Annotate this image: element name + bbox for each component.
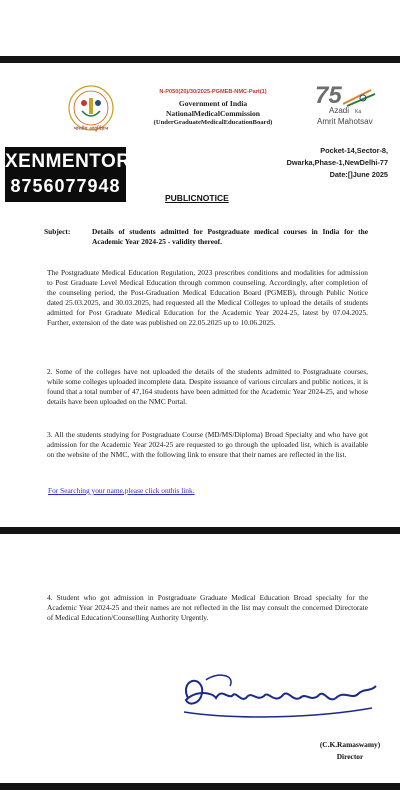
address-line-2: Dwarka,Phase-1,NewDelhi-77 xyxy=(286,158,388,167)
director-signature xyxy=(176,668,386,732)
notice-title: PUBLICNOTICE xyxy=(165,193,229,203)
promo-phone: 8756077948 xyxy=(10,176,121,196)
paragraph-1: The Postgraduate Medical Education Regulation, 2023 prescribes conditions and modalities for admission to Post Graduate Level Medical Education through common counseling. Accordingly, after completion of the counseling period, the Post-Graduation Medical Education Board (PGMEB), through Public Notice dated 25.03.2025, and 30.03.2025, had requested all the Medical Colleges to upload the details of students admitted for Post Graduate Medical Education for the Academic Year 2024-25, latest by 07.04.2025. Further, extension of the date was published on 22.05.2025 up to 10.06.2025. xyxy=(47,268,368,327)
signatory-title: Director xyxy=(336,752,364,761)
nmc-emblem-logo xyxy=(60,81,122,141)
top-border-bar xyxy=(0,56,400,63)
azadi-line-3: Amrit Mahotsav xyxy=(317,117,373,126)
address-line-1: Pocket-14,Sector-8, xyxy=(320,146,388,155)
subject-text: Details of students admitted for Postgraduate medical courses in India for the Academic Year 2024-25 - validity thereof. xyxy=(92,227,368,246)
promo-banner xyxy=(5,147,131,202)
azadi-line-1: Azadi xyxy=(329,106,350,115)
paragraph-4: 4. Student who got admission in Postgraduate Graduate Medical Education Broad specialty for the Academic Year 2024-25 and their names are not reflected in the list may consult the concerned Directorate of Medical Education/Counselling Authority Urgently. xyxy=(47,593,368,622)
search-name-link[interactable]: For Searching your name,please click onthis link. xyxy=(48,486,195,495)
notice-date: Date:[]June 2025 xyxy=(329,170,388,179)
commission-name: NationalMedicalCommission xyxy=(165,109,261,118)
government-label: Government of India xyxy=(178,99,248,108)
reference-number: N-P050(20)/30/2025-PGMEB-NMC-Part(1) xyxy=(159,89,267,95)
azadi-number: 75 xyxy=(315,82,342,109)
azadi-line-2: Ka xyxy=(355,109,362,115)
middle-border-bar xyxy=(0,527,400,534)
subject-label: Subject: xyxy=(44,227,71,236)
emblem-caption: भारतीय आयुर्विज्ञान xyxy=(73,126,109,132)
board-name: (UnderGraduateMedicalEducationBoard) xyxy=(153,119,273,126)
paragraph-2: 2. Some of the colleges have not uploaded the details of the students admitted to Postgraduate courses, while some colleges uploaded incomplete data. Despite issuance of various circulars and public notices, it is found that a total number of 47,164 students have been admitted for the Academic Year 2024-25, and whose details have been uploaded on the NMC Portal. xyxy=(47,367,368,406)
signatory-name: (C.K.Ramaswamy) xyxy=(319,740,381,749)
azadi-ka-amrit-mahotsav-logo xyxy=(313,82,381,134)
promo-name: XENMENTOR xyxy=(5,151,131,172)
bottom-border-bar xyxy=(0,783,400,790)
paragraph-3: 3. All the students studying for Postgraduate Course (MD/MS/Diploma) Broad Specialty and who have got admission for the Academic Year 2024-25 are requested to go through the uploaded list, which is available on the website of the NMC, with the following link to ensure that their names are reflected in the list. xyxy=(47,430,368,459)
